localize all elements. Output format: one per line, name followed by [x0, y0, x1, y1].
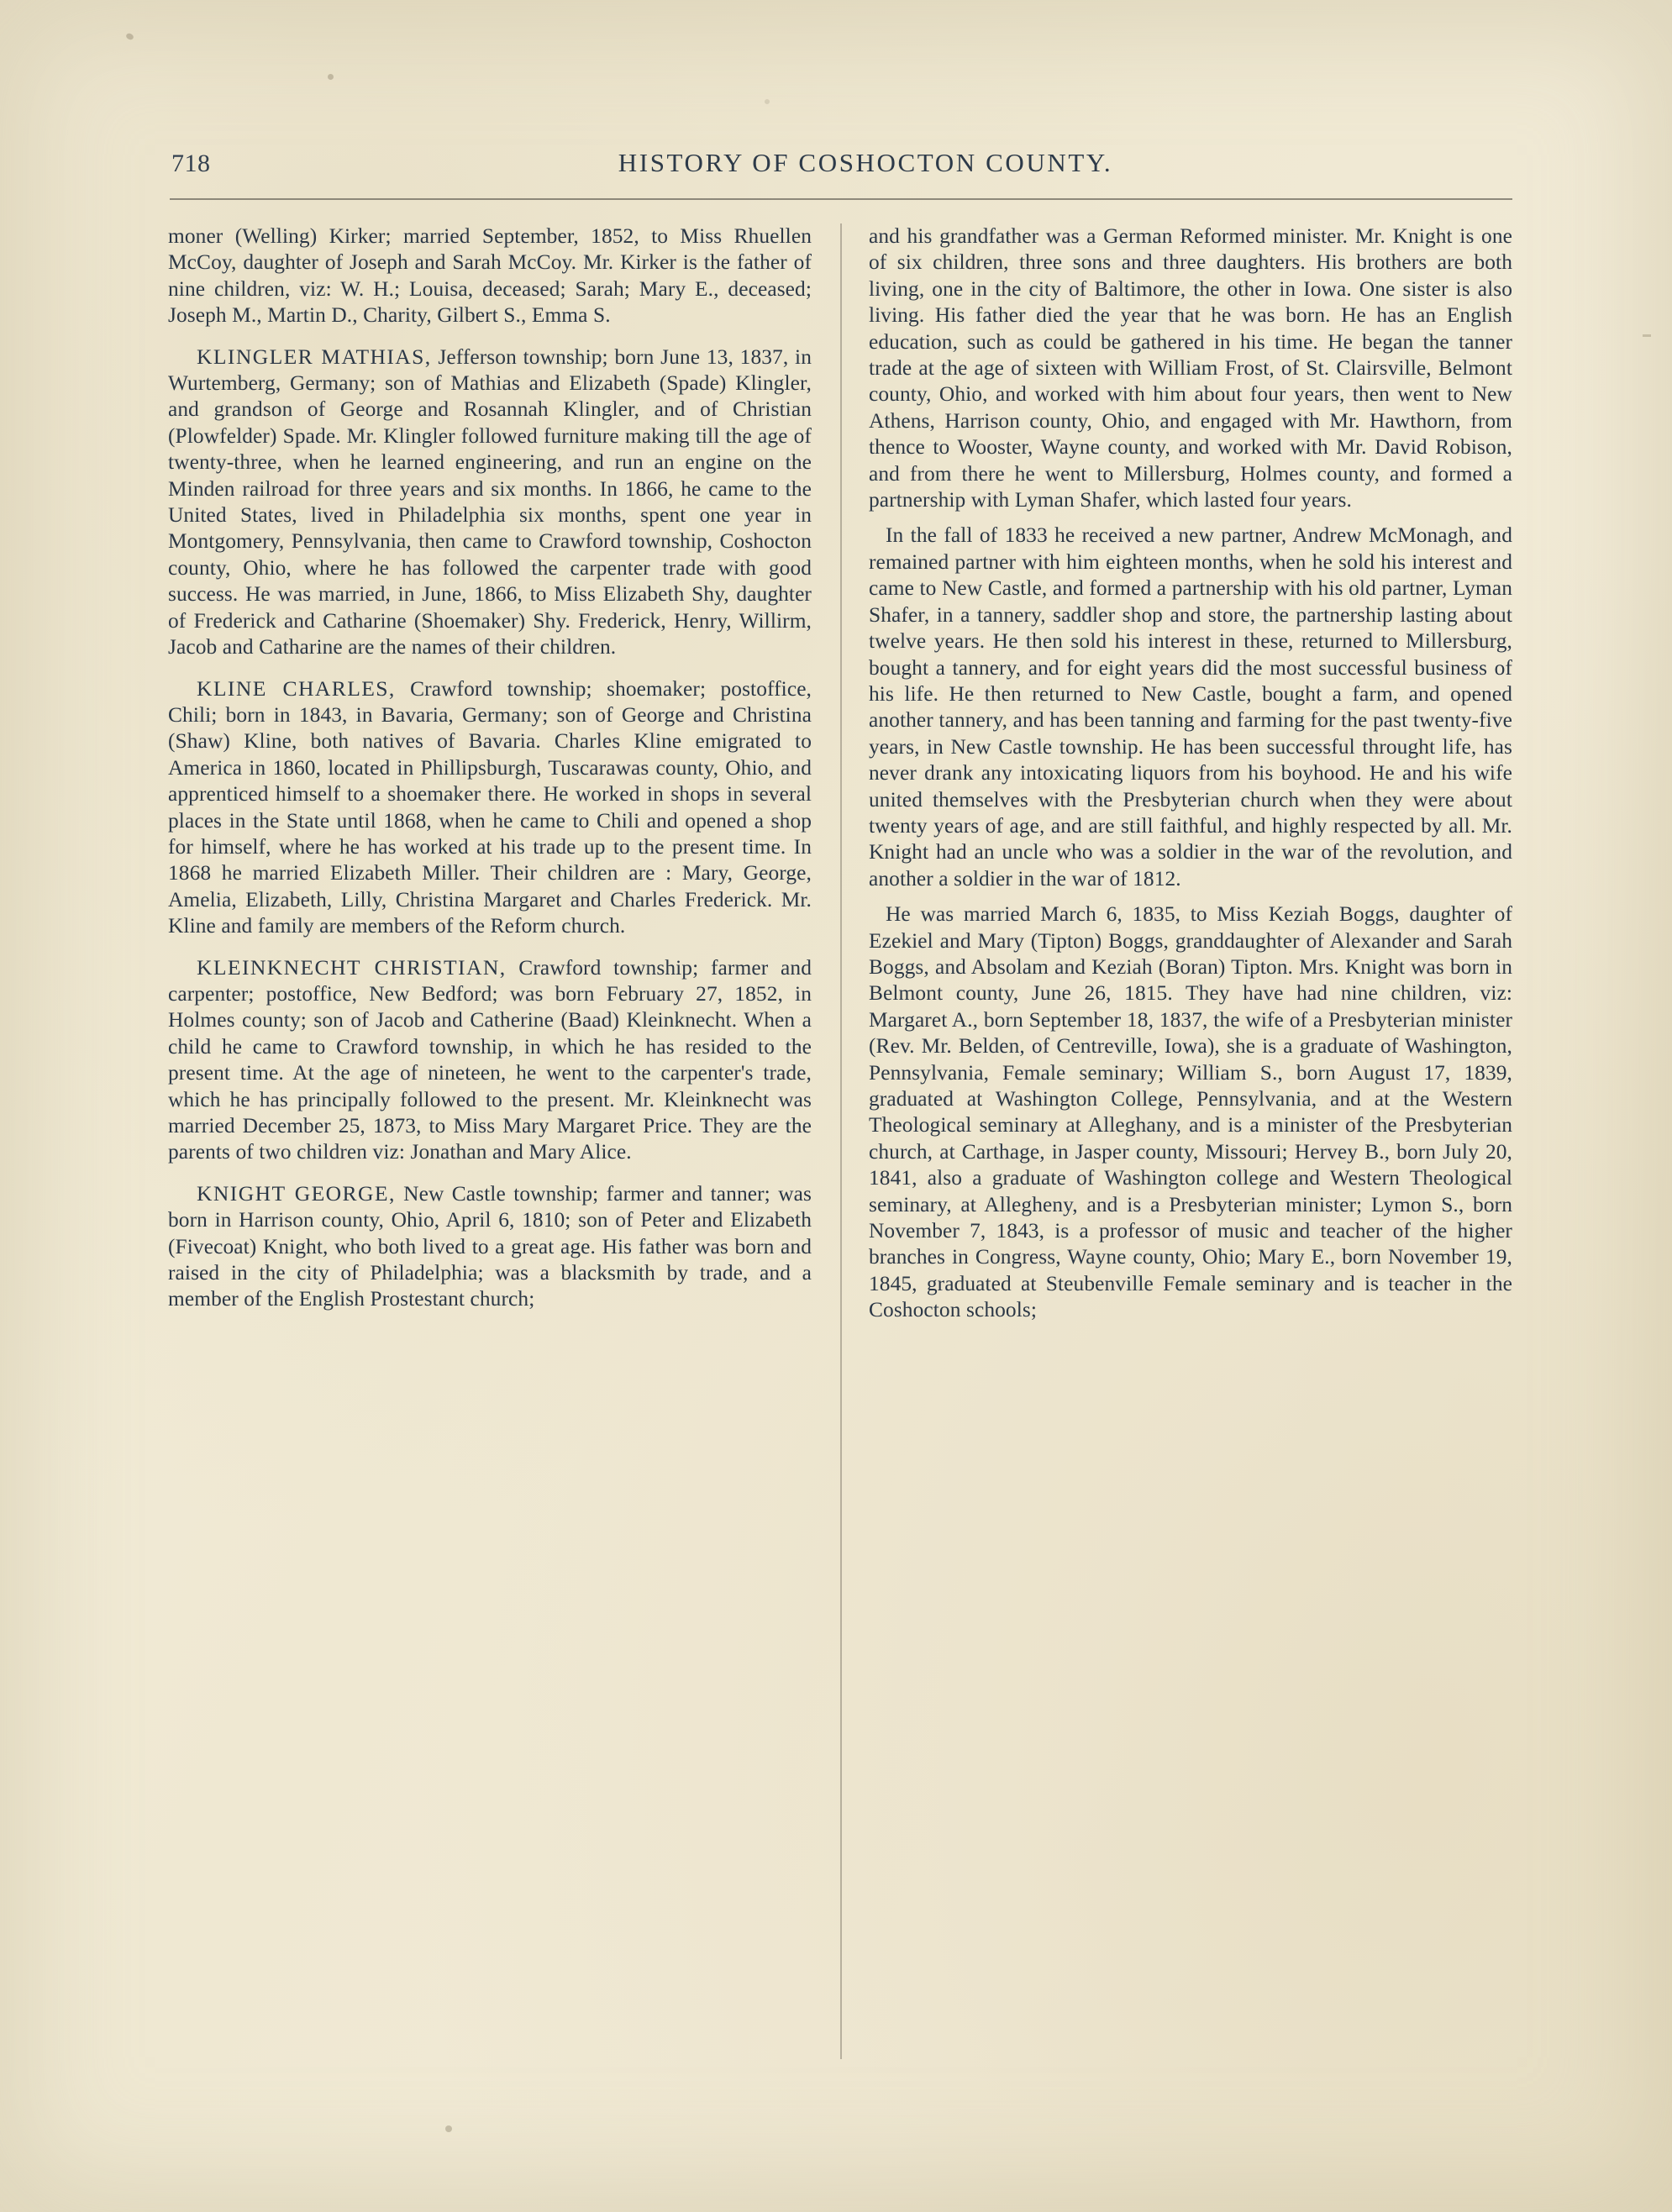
page-speck-top-left	[125, 32, 134, 40]
entry-name-knight: KNIGHT GEORGE,	[197, 1180, 396, 1206]
page-speck-bottom	[445, 2125, 452, 2132]
right-paragraph-2: In the fall of 1833 he received a new partner, Andrew McMonagh, and remained partner with him eighteen months, when he sold his interest and came to New Castle, and formed a partnership with his old partner, Lyman Shafer, in a tannery, saddler shop and store, the partnership lasting about twelve years. He then sold his interest in these, returned to Millersburg, bought a tannery, and for eight years did the most successful business of his life. He then returned to New Castle, bought a farm, and opened another tannery, and has been tanning and farming for the past twenty-five years, in New Castle township. He has been successful throught life, has never drank any intoxicating liquors from his boyhood. He and his wife united themselves with the Presbyterian church when they were about twenty years of age, and are still faithful, and highly respected by all. Mr. Knight had an uncle who was a soldier in the war of the revolution, and another a soldier in the war of 1812.	[869, 523, 1512, 891]
entry-body-kline: Crawford township; shoemaker; postoffice, Chili; born in 1843, in Bavaria, Germany; son of George and Christina (Shaw) Kline, both natives of Bavaria. Charles Kline emigrated to America in 1860, located in Phillipsburgh, Tuscarawas county, Ohio, and apprenticed himself to a shoemaker there. He worked in shops in several places in the State until 1868, when he came to Chili and opened a shop for himself, where he has worked at his trade up to the present time. In 1868 he married Elizabeth Miller. Their children are : Mary, George, Amelia, Elizabeth, Lilly, Christina Margaret and Charles Frederick. Mr. Kline and family are members of the Reform church.	[168, 676, 812, 938]
page-header	[168, 143, 1512, 190]
biography-entry-kline	[168, 675, 812, 940]
entry-name-kleinknecht: KLEINKNECHT CHRISTIAN,	[197, 954, 507, 980]
page-number: 718	[171, 150, 211, 177]
biography-entry-kleinknecht	[168, 954, 812, 1166]
entry-name-klingler: KLINGLER MATHIAS,	[197, 344, 432, 369]
paragraph-continuation: moner (Welling) Kirker; married September, 1852, to Miss Rhuellen McCoy, daughter of Joseph and Sarah McCoy. Mr. Kirker is the father of nine children, viz: W. H.; Louisa, deceased; Sarah; Mary E., deceased; Joseph M., Martin D., Charity, Gilbert S., Emma S.	[168, 224, 812, 328]
page-speck-mid	[765, 99, 770, 104]
entry-body-knight: New Castle township; farmer and tanner; was born in Harrison county, Ohio, April 6, 1810; son of Peter and Elizabeth (Fivecoat) Knight, who both lived to a great age. His father was born and raised in the city of Philadelphia; was a blacksmith by trade, and a member of the English Prostestant church;	[168, 1181, 812, 1311]
right-paragraph-1: and his grandfather was a German Reformed minister. Mr. Knight is one of six children, three sons and three daughters. His brothers are both living, one in the city of Baltimore, the other in Iowa. One sister is also living. His father died the year that he was born. He has an English education, such as could be gathered in his time. He began the tanner trade at the age of sixteen with William Frost, of St. Clairsville, Belmont county, Ohio, and worked with him about four years, then went to New Athens, Harrison county, Ohio, and engaged with Mr. Hawthorn, from thence to Wooster, Wayne county, and worked with Mr. David Robison, and from there he went to Millersburg, Holmes county, and formed a partnership with Lyman Shafer, which lasted four years.	[869, 224, 1512, 512]
biography-entry-klingler	[168, 344, 812, 661]
right-paragraph-3: He was married March 6, 1835, to Miss Keziah Boggs, daughter of Ezekiel and Mary (Tipton) Boggs, granddaughter of Alexander and Sarah Boggs, and Absolam and Keziah (Boran) Tipton. Mrs. Knight was born in Belmont county, June 26, 1815. They have had nine children, viz: Margaret A., born September 18, 1837, the wife of a Presbyterian minister (Rev. Mr. Belden, of Centreville, Iowa), she is a graduate of Washington, Pennsylvania, Female seminary; William S., born August 17, 1839, graduated at Washington College, Pennsylvania, and at the Western Theological seminary at Alleghany, and is a minister of the Presbyterian church, at Carthage, in Jasper county, Missouri; Hervey B., born July 20, 1841, also a graduate of Washington college and Western Theological seminary, at Allegheny, and is a Presbyterian minister; Lymon S., born November 7, 1843, is a professor of music and teacher of the higher branches in Congress, Wayne county, Ohio; Mary E., born November 19, 1845, graduated at Steubenville Female seminary and is teacher in the Coshocton schools;	[869, 902, 1512, 1322]
entry-body-kleinknecht: Crawford township; farmer and carpenter; postoffice, New Bedford; was born February 27, 1852, in Holmes county; son of Jacob and Catherine (Baad) Kleinknecht. When a child he came to Crawford township, in which he has resided to the present time. At the age of nineteen, he went to the carpenter's trade, which he has principally followed to the present. Mr. Kleinknecht was married December 25, 1873, to Miss Mary Margaret Price. They are the parents of two children viz: Jonathan and Mary Alice.	[168, 955, 812, 1164]
page-speck-upper	[328, 74, 334, 80]
right-column	[857, 223, 1512, 2083]
two-column-body	[168, 223, 1512, 2083]
header-rule	[170, 198, 1512, 200]
entry-name-kline: KLINE CHARLES,	[197, 675, 396, 701]
left-column	[168, 223, 820, 2083]
page-edge-mark-right	[1643, 334, 1651, 337]
biography-entry-knight	[168, 1180, 812, 1313]
running-head: HISTORY OF COSHOCTON COUNTY.	[618, 148, 1113, 177]
entry-body-klingler: Jefferson township; born June 13, 1837, in Wurtemberg, Germany; son of Mathias and Elizabeth (Spade) Klingler, and grandson of George and Rosannah Klingler, and of Christian (Plowfelder) Spade. Mr. Klingler followed furniture making till the age of twenty-three, when he learned engineering, and run an engine on the Minden railroad for three years and six months. In 1866, he came to the United States, lived in Philadelphia six months, spent one year in Montgomery, Pennsylvania, then came to Crawford township, Coshocton county, Ohio, where he has followed the carpenter trade with good success. He was married, in June, 1866, to Miss Elizabeth Shy, daughter of Frederick and Catharine (Shoemaker) Shy. Frederick, Henry, Willirm, Jacob and Catharine are the names of their children.	[168, 344, 812, 659]
page-content	[168, 143, 1512, 2083]
